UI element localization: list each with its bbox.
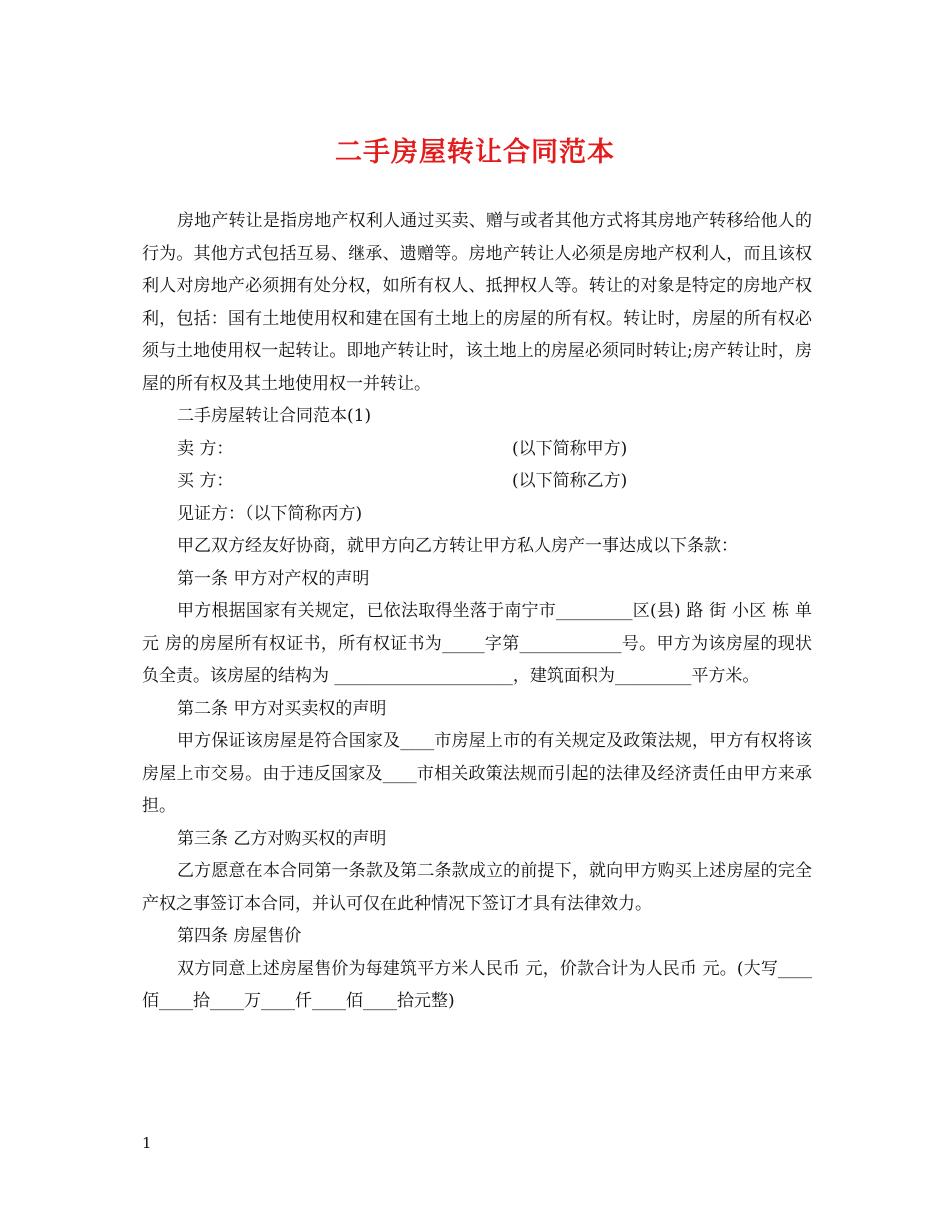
contract-subtitle: 二手房屋转让合同范本(1): [177, 406, 372, 426]
article-1-text: 甲方根据国家有关规定，已依法取得坐落于南宁市_________区(县) 路 街 小区 栋 单元 房的房屋所有权证书，所有权证书为_____字第____________号。甲方为该房屋的现状负全责。该房屋的结构为 _____________________，建筑面积为_________平方米。: [142, 601, 812, 686]
article-2-text: 甲方保证该房屋是符合国家及____市房屋上市的有关规定及政策法规，甲方有权将该房屋上市交易。由于违反国家及____市相关政策法规而引起的法律及经济责任由甲方来承担。: [142, 731, 812, 816]
article-4-text: 双方同意上述房屋售价为每建筑平方米人民币 元，价款合计为人民币 元。(大写____佰____拾____万____仟____佰____拾元整): [142, 958, 812, 1011]
preamble-line: 甲乙双方经友好协商，就甲方向乙方转让甲方私人房产一事达成以下条款：: [177, 536, 738, 556]
buyer-label: 买 方：: [177, 471, 234, 491]
document-title: 二手房屋转让合同范本: [335, 137, 615, 168]
article-2-heading: 第二条 甲方对买卖权的声明: [177, 698, 387, 719]
article-1-heading: 第一条 甲方对产权的声明: [177, 568, 370, 589]
buyer-note: (以下简称乙方): [512, 471, 628, 491]
intro-paragraph: 房地产转让是指房地产权利人通过买卖、赠与或者其他方式将其房地产转移给他人的行为。其他方式包括互易、继承、遗赠等。房地产转让人必须是房地产权利人，而且该权利人对房地产必须拥有处分权，如所有权人、抵押权人等。转让的对象是特定的房地产权利，包括：国有土地使用权和建在国有土地上的房屋的所有权。转让时，房屋的所有权必须与土地使用权一起转让。即地产转让时，该土地上的房屋必须同时转让;房产转让时，房屋的所有权及其土地使用权一并转让。: [142, 211, 812, 394]
page-number: 1: [142, 1134, 152, 1152]
witness-line: 见证方：（以下简称丙方): [177, 503, 363, 524]
seller-note: (以下简称甲方): [512, 438, 628, 459]
article-4-heading: 第四条 房屋售价: [177, 926, 302, 946]
buyer-line: [142, 465, 812, 498]
article-3-heading: 第三条 乙方对购买权的声明: [177, 828, 387, 849]
article-3-text: 乙方愿意在本合同第一条款及第二条款成立的前提下，就向甲方购买上述房屋的完全产权之事签订本合同，并认可仅在此种情况下签订才具有法律效力。: [142, 861, 812, 914]
seller-label: 卖 方：: [177, 438, 234, 459]
seller-line: [142, 433, 812, 466]
document-body: [142, 205, 812, 1018]
